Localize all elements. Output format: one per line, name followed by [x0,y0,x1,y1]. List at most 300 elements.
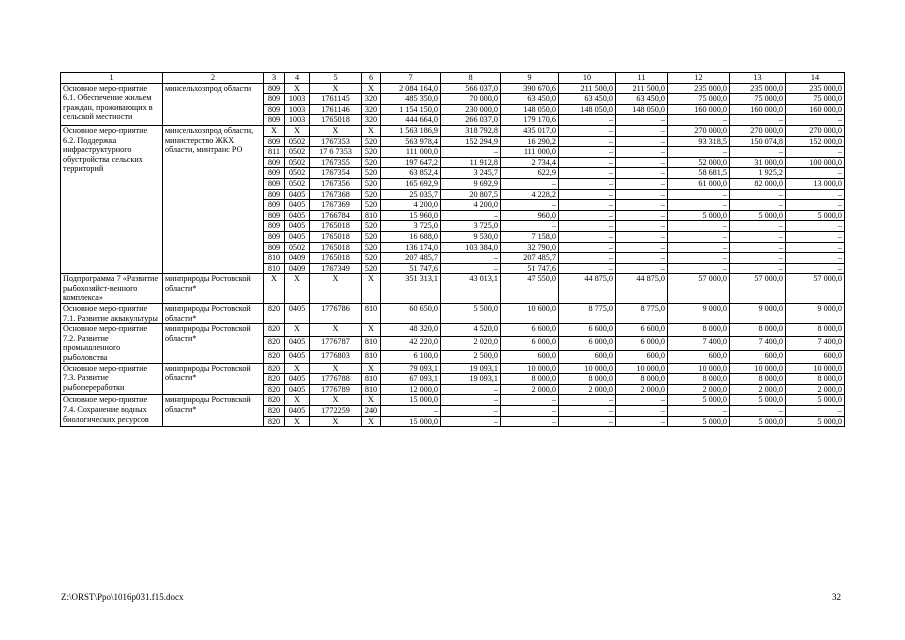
amount-cell: – [559,395,616,406]
code-cell: X [362,83,381,94]
code-cell: 1767369 [310,200,362,211]
code-cell: 0405 [285,189,310,200]
code-cell: 0502 [285,147,310,158]
amount-cell: 10 000,0 [559,363,616,374]
code-cell: 809 [264,168,285,179]
amount-cell: 148 050,0 [616,104,668,115]
code-cell: 0502 [285,136,310,147]
amount-cell: 2 000,0 [501,384,559,395]
amount-cell: – [786,263,845,274]
amount-cell: 44 875,0 [616,274,668,304]
amount-cell: 235 000,0 [730,83,786,94]
amount-cell: 9 692,9 [441,178,501,189]
amount-cell: 211 500,0 [616,83,668,94]
code-cell: 810 [362,384,381,395]
header-cell: 6 [362,73,381,84]
code-cell: 0405 [285,200,310,211]
amount-cell: 42 220,0 [381,337,441,350]
code-cell: 0405 [285,374,310,385]
amount-cell: 10 000,0 [668,363,730,374]
code-cell: 0405 [285,231,310,242]
amount-cell: – [668,253,730,264]
amount-cell: 67 093,1 [381,374,441,385]
amount-cell: 52 000,0 [668,157,730,168]
amount-cell: 8 000,0 [668,374,730,385]
amount-cell: 13 000,0 [786,178,845,189]
code-cell: 1776786 [310,304,362,324]
amount-cell: 1 925,2 [730,168,786,179]
code-cell: X [285,395,310,406]
executor-name: минприроды Ростовской области* [163,324,264,363]
code-cell: 809 [264,200,285,211]
amount-cell: – [501,406,559,417]
header-cell: 14 [786,73,845,84]
code-cell: X [264,125,285,136]
amount-cell: 3 245,7 [441,168,501,179]
amount-cell: 444 664,0 [381,115,441,126]
code-cell: 1767355 [310,157,362,168]
amount-cell: – [559,147,616,158]
program-name: Подпрограмма 7 «Развитие рыбохозяйст-венного комплекса» [61,274,163,304]
code-cell: 1003 [285,94,310,105]
amount-cell: – [786,231,845,242]
code-cell: 0405 [285,406,310,417]
amount-cell: – [668,231,730,242]
amount-cell: – [730,147,786,158]
amount-cell: 351 313,1 [381,274,441,304]
amount-cell: 4 200,0 [381,200,441,211]
amount-cell: 2 084 164,0 [381,83,441,94]
amount-cell: 152 294,9 [441,136,501,147]
code-cell: 0502 [285,157,310,168]
table-row [61,324,845,337]
amount-cell: 7 400,0 [668,337,730,350]
amount-cell: 111 000,0 [381,147,441,158]
code-cell: 820 [264,406,285,417]
amount-cell: 179 170,6 [501,115,559,126]
amount-cell: – [559,416,616,427]
amount-cell: 93 318,5 [668,136,730,147]
code-cell: 520 [362,168,381,179]
code-cell: 240 [362,406,381,417]
amount-cell: 5 000,0 [730,210,786,221]
executor-name: минприроды Ростовской области* [163,304,264,324]
amount-cell: 2 000,0 [786,384,845,395]
code-cell: X [310,125,362,136]
amount-cell: 270 000,0 [730,125,786,136]
code-cell: 1765018 [310,221,362,232]
amount-cell: – [730,231,786,242]
amount-cell: – [730,189,786,200]
code-cell: 810 [362,337,381,350]
code-cell: 0405 [285,221,310,232]
amount-cell: 136 174,0 [381,242,441,253]
header-cell: 10 [559,73,616,84]
amount-cell: – [441,147,501,158]
amount-cell: 563 978,4 [381,136,441,147]
header-cell: 1 [61,73,163,84]
amount-cell: 5 000,0 [786,395,845,406]
amount-cell: 15 000,0 [381,395,441,406]
header-cell: 7 [381,73,441,84]
program-name: Основное меро-приятие 6.1. Обеспечение жильем граждан, проживающих в сельской местности [61,83,163,125]
amount-cell: – [786,242,845,253]
amount-cell: 6 000,0 [616,337,668,350]
amount-cell: 5 000,0 [786,416,845,427]
amount-cell: 150 074,8 [730,136,786,147]
code-cell: 1767368 [310,189,362,200]
code-cell: 1776789 [310,384,362,395]
amount-cell: 600,0 [501,350,559,363]
amount-cell: 32 790,0 [501,242,559,253]
amount-cell: 960,0 [501,210,559,221]
code-cell: 820 [264,324,285,337]
amount-cell: 10 000,0 [616,363,668,374]
code-cell: 1767349 [310,263,362,274]
amount-cell: 79 093,1 [381,363,441,374]
amount-cell: 160 000,0 [730,104,786,115]
code-cell: 810 [264,253,285,264]
amount-cell: – [616,125,668,136]
header-cell: 11 [616,73,668,84]
amount-cell: – [668,406,730,417]
code-cell: 820 [264,395,285,406]
code-cell: 1003 [285,104,310,115]
amount-cell: 7 400,0 [730,337,786,350]
amount-cell: – [786,115,845,126]
amount-cell: 5 000,0 [668,210,730,221]
amount-cell: 111 000,0 [501,147,559,158]
amount-cell: 435 017,0 [501,125,559,136]
code-cell: X [310,416,362,427]
amount-cell: – [730,221,786,232]
amount-cell: – [616,253,668,264]
amount-cell: – [559,168,616,179]
code-cell: 520 [362,231,381,242]
code-cell: 320 [362,94,381,105]
amount-cell: – [501,200,559,211]
amount-cell: – [616,242,668,253]
amount-cell: – [559,115,616,126]
header-cell: 13 [730,73,786,84]
amount-cell: 600,0 [668,350,730,363]
amount-cell: – [501,221,559,232]
amount-cell: – [559,242,616,253]
executor-name: минприроды Ростовской области* [163,363,264,395]
code-cell: 820 [264,350,285,363]
code-cell: 17 6 7353 [310,147,362,158]
amount-cell: – [786,168,845,179]
amount-cell: 8 000,0 [501,374,559,385]
amount-cell: – [730,406,786,417]
amount-cell: 6 000,0 [559,337,616,350]
amount-cell: 270 000,0 [786,125,845,136]
code-cell: 0502 [285,168,310,179]
footer-file-path: Z:\ORST\Ppo\1016p031.f15.docx [61,592,184,602]
amount-cell: 2 000,0 [668,384,730,395]
amount-cell: 16 688,0 [381,231,441,242]
executor-name: минприроды Ростовской области* [163,395,264,427]
program-name: Основное меро-приятие 7.1. Развитие аквакультуры [61,304,163,324]
amount-cell: 60 650,0 [381,304,441,324]
code-cell: X [362,274,381,304]
amount-cell: 165 692,9 [381,178,441,189]
amount-cell: – [441,395,501,406]
amount-cell: – [441,406,501,417]
amount-cell: 5 000,0 [730,395,786,406]
amount-cell: 8 000,0 [786,324,845,337]
amount-cell: – [730,115,786,126]
amount-cell: – [616,115,668,126]
amount-cell: 8 000,0 [559,374,616,385]
amount-cell: 63 450,0 [559,94,616,105]
amount-cell: – [559,136,616,147]
table-row [61,83,845,94]
amount-cell: – [441,384,501,395]
executor-name: минприроды Ростовской области* [163,274,264,304]
budget-table [60,72,845,427]
code-cell: 520 [362,157,381,168]
code-cell: 1003 [285,115,310,126]
amount-cell: 152 000,0 [786,136,845,147]
amount-cell: 61 000,0 [668,178,730,189]
code-cell: X [310,83,362,94]
code-cell: 810 [362,374,381,385]
amount-cell: 8 775,0 [616,304,668,324]
code-cell: 1767354 [310,168,362,179]
code-cell: 820 [264,363,285,374]
amount-cell: – [616,136,668,147]
amount-cell: – [616,200,668,211]
amount-cell: 19 093,1 [441,363,501,374]
amount-cell: 2 734,4 [501,157,559,168]
code-cell: 810 [362,210,381,221]
amount-cell: – [616,189,668,200]
code-cell: 520 [362,178,381,189]
amount-cell: 235 000,0 [668,83,730,94]
code-cell: X [285,83,310,94]
amount-cell: 2 000,0 [730,384,786,395]
amount-cell: – [786,200,845,211]
header-cell: 3 [264,73,285,84]
amount-cell: – [441,253,501,264]
code-cell: 809 [264,242,285,253]
amount-cell: 16 290,2 [501,136,559,147]
code-cell: 809 [264,104,285,115]
amount-cell: 43 013,1 [441,274,501,304]
amount-cell: 25 035,7 [381,189,441,200]
code-cell: 520 [362,242,381,253]
amount-cell: – [559,263,616,274]
amount-cell: 9 000,0 [730,304,786,324]
amount-cell: 75 000,0 [668,94,730,105]
code-cell: 1765018 [310,115,362,126]
amount-cell: – [501,178,559,189]
amount-cell: 10 000,0 [730,363,786,374]
amount-cell: 100 000,0 [786,157,845,168]
code-cell: 810 [264,263,285,274]
code-cell: 809 [264,221,285,232]
amount-cell: – [668,115,730,126]
amount-cell: – [786,221,845,232]
code-cell: 809 [264,178,285,189]
executor-name: минсельхозпрод области, министерство ЖКХ области, минтранс РО [163,125,264,273]
amount-cell: – [381,406,441,417]
amount-cell: 48 320,0 [381,324,441,337]
header-row [61,73,845,84]
amount-cell: 2 500,0 [441,350,501,363]
amount-cell: – [730,242,786,253]
amount-cell: – [786,406,845,417]
amount-cell: 5 000,0 [668,395,730,406]
amount-cell: 63 450,0 [616,94,668,105]
code-cell: 809 [264,231,285,242]
amount-cell: – [616,231,668,242]
code-cell: 0405 [285,384,310,395]
amount-cell: 12 000,0 [381,384,441,395]
amount-cell: 160 000,0 [786,104,845,115]
amount-cell: 160 000,0 [668,104,730,115]
code-cell: X [362,395,381,406]
code-cell: 1765018 [310,231,362,242]
amount-cell: 6 600,0 [616,324,668,337]
amount-cell: 75 000,0 [730,94,786,105]
amount-cell: 51 747,6 [381,263,441,274]
code-cell: 810 [362,350,381,363]
code-cell: X [285,363,310,374]
code-cell: 1776803 [310,350,362,363]
amount-cell: 5 000,0 [786,210,845,221]
amount-cell: 1 154 150,0 [381,104,441,115]
table-row [61,125,845,136]
amount-cell: 566 037,0 [441,83,501,94]
amount-cell: 10 000,0 [501,363,559,374]
amount-cell: 63 450,0 [501,94,559,105]
amount-cell: 622,9 [501,168,559,179]
code-cell: X [285,416,310,427]
code-cell: X [310,274,362,304]
amount-cell: 318 792,8 [441,125,501,136]
code-cell: X [310,395,362,406]
code-cell: 320 [362,104,381,115]
amount-cell: 230 000,0 [441,104,501,115]
amount-cell: 2 020,0 [441,337,501,350]
amount-cell: – [501,416,559,427]
amount-cell: 8 000,0 [668,324,730,337]
header-cell: 8 [441,73,501,84]
amount-cell: – [786,147,845,158]
amount-cell: 266 037,0 [441,115,501,126]
amount-cell: – [559,253,616,264]
code-cell: 0502 [285,242,310,253]
amount-cell: 9 000,0 [668,304,730,324]
code-cell: X [285,125,310,136]
amount-cell: – [559,157,616,168]
amount-cell: – [616,416,668,427]
amount-cell: 15 960,0 [381,210,441,221]
code-cell: 809 [264,83,285,94]
amount-cell: 8 775,0 [559,304,616,324]
amount-cell: 4 228,2 [501,189,559,200]
code-cell: 0409 [285,263,310,274]
code-cell: 520 [362,221,381,232]
amount-cell: 6 100,0 [381,350,441,363]
code-cell: 1761145 [310,94,362,105]
amount-cell: 7 158,0 [501,231,559,242]
amount-cell: 4 520,0 [441,324,501,337]
code-cell: 520 [362,189,381,200]
amount-cell: – [668,147,730,158]
amount-cell: 600,0 [730,350,786,363]
amount-cell: 31 000,0 [730,157,786,168]
amount-cell: 57 000,0 [786,274,845,304]
amount-cell: 600,0 [559,350,616,363]
amount-cell: – [501,395,559,406]
code-cell: 1776788 [310,374,362,385]
amount-cell: – [786,189,845,200]
code-cell: 520 [362,136,381,147]
code-cell: 1765018 [310,242,362,253]
amount-cell: – [730,200,786,211]
amount-cell: 8 000,0 [730,374,786,385]
code-cell: 0405 [285,210,310,221]
amount-cell: 47 550,0 [501,274,559,304]
code-cell: X [362,363,381,374]
amount-cell: – [559,210,616,221]
amount-cell: 2 000,0 [616,384,668,395]
footer-page-number: 32 [832,592,841,602]
code-cell: 0405 [285,350,310,363]
amount-cell: 2 000,0 [559,384,616,395]
code-cell: 1767356 [310,178,362,189]
amount-cell: 11 912,8 [441,157,501,168]
amount-cell: 197 647,2 [381,157,441,168]
amount-cell: – [616,157,668,168]
code-cell: 810 [362,304,381,324]
amount-cell: 51 747,6 [501,263,559,274]
header-cell: 4 [285,73,310,84]
amount-cell: – [559,231,616,242]
amount-cell: 19 093,1 [441,374,501,385]
amount-cell: – [668,242,730,253]
amount-cell: – [668,221,730,232]
code-cell: 520 [362,147,381,158]
amount-cell: 10 000,0 [786,363,845,374]
amount-cell: 390 670,6 [501,83,559,94]
amount-cell: 3 725,0 [381,221,441,232]
amount-cell: – [441,210,501,221]
amount-cell: – [730,263,786,274]
code-cell: X [362,416,381,427]
amount-cell: 4 200,0 [441,200,501,211]
code-cell: 809 [264,210,285,221]
amount-cell: – [616,395,668,406]
code-cell: 811 [264,147,285,158]
amount-cell: 5 000,0 [730,416,786,427]
code-cell: X [310,324,362,337]
amount-cell: – [730,253,786,264]
amount-cell: 8 000,0 [616,374,668,385]
amount-cell: 6 600,0 [559,324,616,337]
code-cell: X [285,274,310,304]
amount-cell: – [786,253,845,264]
code-cell: 809 [264,94,285,105]
code-cell: X [310,363,362,374]
code-cell: 809 [264,136,285,147]
header-cell: 2 [163,73,264,84]
table-row [61,304,845,324]
amount-cell: 600,0 [616,350,668,363]
